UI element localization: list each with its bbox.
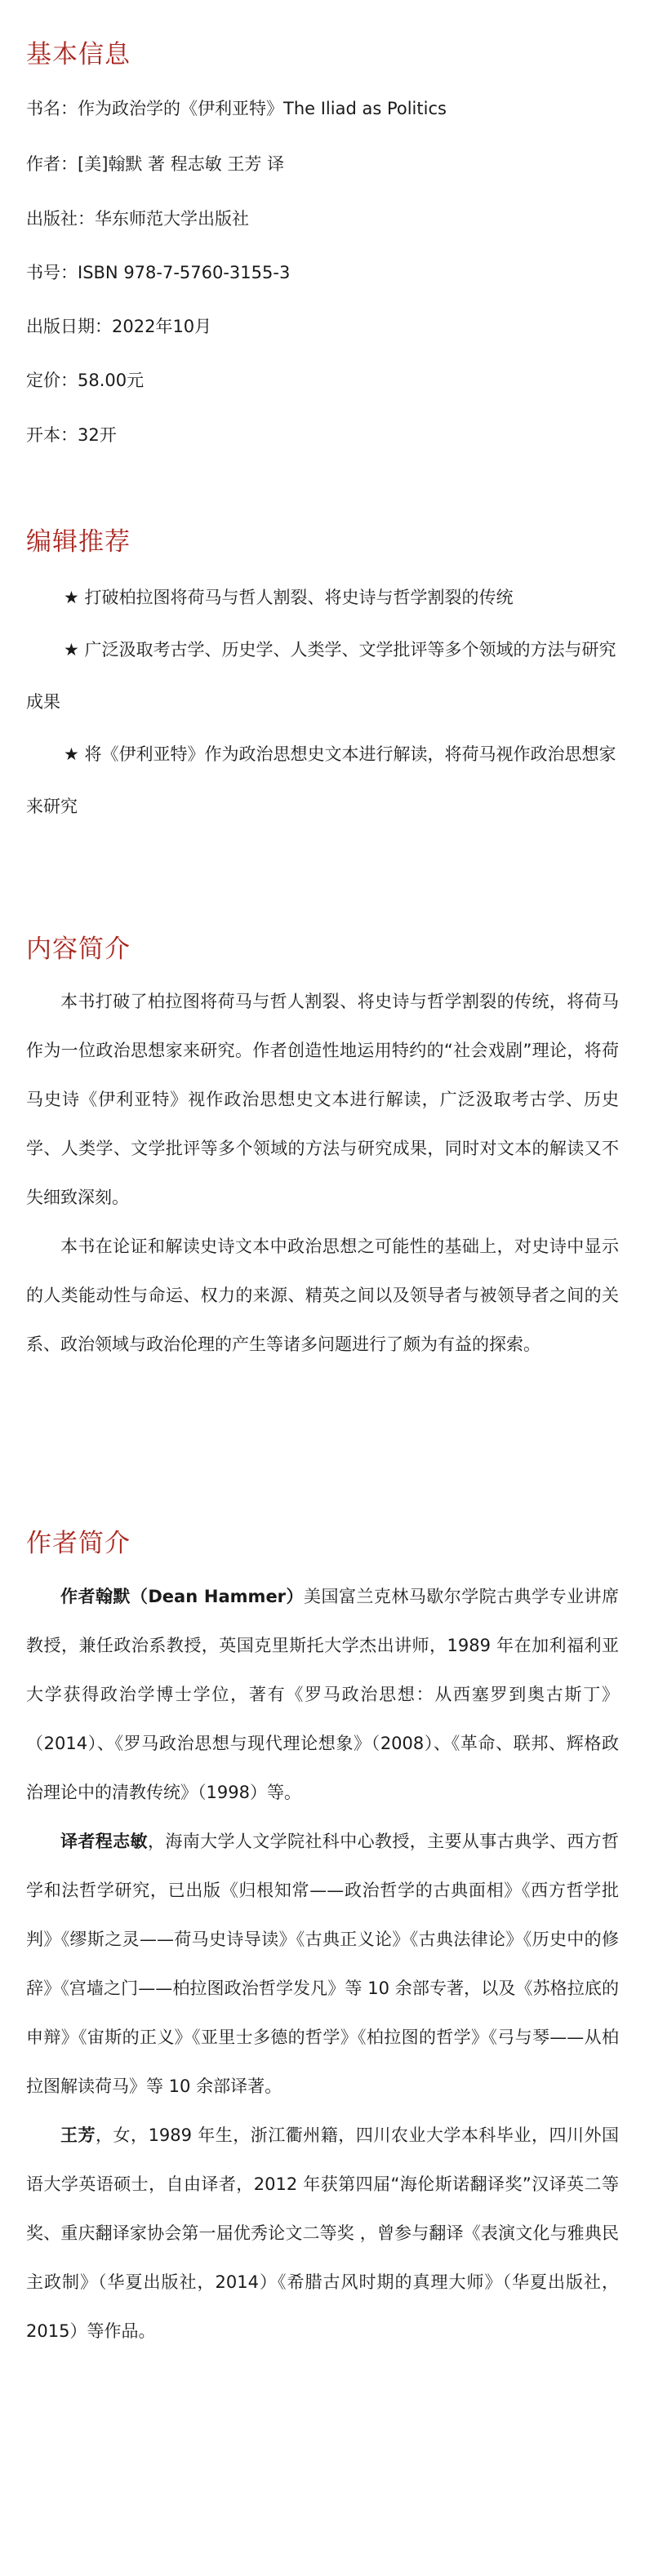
- info-format: 开本：32开: [26, 425, 117, 445]
- info-isbn: 书号：ISBN 978-7-5760-3155-3: [26, 263, 291, 282]
- authors-body: [26, 1572, 619, 2356]
- translator-name: 译者程志敏: [60, 1832, 148, 1851]
- recommend-list: [26, 571, 619, 833]
- summary-paragraph: 本书在论证和解读史诗文本中政治思想之可能性的基础上，对史诗中显示的人类能动性与命运、权力的来源、精英之间以及领导者与被领导者之间的关系、政治领域与政治伦理的产生等诸多问题进行了颇为有益的探索。: [26, 1237, 619, 1354]
- basic-info-heading: 基本信息: [26, 40, 131, 69]
- recommend-item: ★ 广泛汲取考古学、历史学、人类学、文学批评等多个领域的方法与研究成果: [26, 640, 616, 712]
- recommend-heading: 编辑推荐: [26, 527, 131, 557]
- translator-bio-text: ，女，1989 年生，浙江衢州籍，四川农业大学本科毕业，四川外国语大学英语硕士，自由译者，2012 年获第四届“海伦斯诺翻译奖”汉译英二等奖、重庆翻译家协会第一届优秀论文二等奖 ，曾参与翻译《表演文化与雅典民主政制》（华夏出版社，2014）《希腊古风时期的真理大师》（华夏出版社，2015）等作品。: [26, 2125, 619, 2341]
- translator-bio-text: ，海南大学人文学院社科中心教授，主要从事古典学、西方哲学和法哲学研究，已出版《归根知常——政治哲学的古典面相》《西方哲学批判》《缪斯之灵——荷马史诗导读》《古典正义论》《古典法律论》《历史中的修辞》《宫墙之门——柏拉图政治哲学发凡》等 10 余部专著，以及《苏格拉底的申辩》《宙斯的正义》《亚里士多德的哲学》《柏拉图的哲学》《弓与琴——从柏拉图解读荷马》等 10 余部译著。: [26, 1832, 619, 2096]
- translator-bio: [26, 2111, 619, 2356]
- recommend-item: ★ 打破柏拉图将荷马与哲人割裂、将史诗与哲学割裂的传统: [64, 588, 514, 607]
- recommend-item: ★ 将《伊利亚特》作为政治思想史文本进行解读，将荷马视作政治思想家来研究: [26, 744, 616, 816]
- summary-heading: 内容简介: [26, 935, 131, 964]
- info-author: 作者：[美]翰默 著 程志敏 王芳 译: [26, 154, 285, 174]
- info-price: 定价：58.00元: [26, 371, 145, 390]
- summary-paragraph: 本书打破了柏拉图将荷马与哲人割裂、将史诗与哲学割裂的传统，将荷马作为一位政治思想家来研究。作者创造性地运用特约的“社会戏剧”理论，将荷马史诗《伊利亚特》视作政治思想史文本进行解读，广泛汲取考古学、历史学、人类学、文学批评等多个领域的方法与研究成果，同时对文本的解读又不失细致深刻。: [26, 992, 619, 1207]
- summary-body: [26, 977, 619, 1369]
- author-bio-text: 美国富兰克林马歇尔学院古典学专业讲席教授，兼任政治系教授，英国克里斯托大学杰出讲师，1989 年在加利福利亚大学获得政治学博士学位，著有《罗马政治思想：从西塞罗到奥古斯丁》（2014）、《罗马政治思想与现代理论想象》（2008）、《革命、联邦、辉格政治理论中的清教传统》（1998）等。: [26, 1587, 620, 1802]
- author-bio: [26, 1572, 619, 1817]
- author-name: 作者翰默（Dean Hammer）: [60, 1587, 304, 1606]
- info-title: 书名：作为政治学的《伊利亚特》The Iliad as Politics: [26, 99, 447, 118]
- authors-heading: 作者简介: [26, 1529, 131, 1558]
- info-date: 出版日期：2022年10月: [26, 317, 212, 336]
- translator-name: 王芳: [60, 2125, 96, 2145]
- info-publisher: 出版社：华东师范大学出版社: [26, 209, 249, 229]
- translator-bio: [26, 1817, 619, 2111]
